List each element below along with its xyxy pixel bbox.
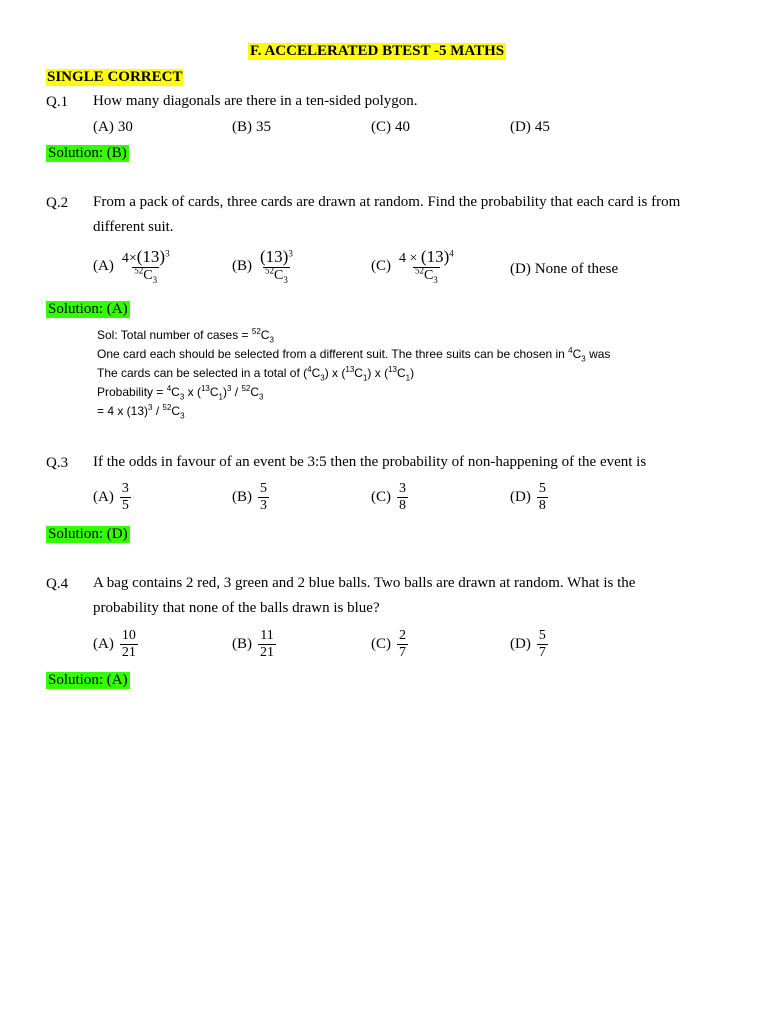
- option-value: 35: [256, 119, 271, 135]
- denominator-r: 3: [152, 274, 158, 285]
- denominator: 21: [121, 645, 136, 660]
- option-label: (A): [93, 489, 114, 505]
- numerator: 5: [538, 481, 546, 496]
- denominator: 7: [399, 645, 406, 660]
- denominator: 3: [260, 498, 267, 513]
- option-label: (B): [232, 636, 252, 652]
- numerator: 10: [121, 628, 136, 643]
- working-line: The cards can be selected in a total of $(^4C_3)$ x $(^{13}C_1)$ x $(^{13}C_1)$: [97, 365, 415, 383]
- option-label: (D): [510, 119, 531, 135]
- denominator: 8: [538, 498, 546, 513]
- denominator: 8: [399, 498, 406, 513]
- solution-answer: Solution: (A): [48, 672, 128, 688]
- option-label: (B): [232, 258, 252, 274]
- question-text-continued: different suit.: [93, 219, 174, 235]
- option-c: [371, 249, 458, 284]
- question-number: Q.2: [46, 195, 69, 211]
- question-text: A bag contains 2 red, 3 green and 2 blue balls. Two balls are drawn at random. What is the: [93, 575, 636, 591]
- working-line: = 4 x $(13)^3 / ^{52}C_3$: [97, 403, 185, 421]
- numerator-prefix: 4×: [121, 251, 137, 266]
- option-a: [93, 628, 140, 661]
- fraction: [537, 628, 548, 661]
- question-text: If the odds in favour of an event be 3:5 then the probability of non-happening of the event is: [93, 454, 647, 470]
- option-label: (D): [510, 261, 531, 277]
- working-line: One card each should be selected from a different suit. The three suits can be chosen in $^4C_3$ was: [97, 346, 611, 364]
- solution-answer: Solution: (D): [48, 526, 128, 542]
- option-c: [371, 481, 410, 514]
- fraction: [258, 628, 276, 661]
- page-title: F. ACCELERATED BTEST -5 MATHS: [250, 43, 505, 59]
- denominator-r: 3: [433, 274, 438, 285]
- question-number: Q.4: [46, 576, 69, 592]
- numerator: 11: [260, 628, 274, 643]
- fraction: [258, 249, 295, 284]
- fraction: [258, 481, 269, 514]
- option-d: [510, 119, 550, 136]
- option-label: (B): [232, 119, 252, 135]
- option-label: (A): [93, 636, 114, 652]
- question-number: Q.1: [46, 94, 69, 110]
- option-label: (C): [371, 636, 391, 652]
- option-label: (C): [371, 489, 391, 505]
- denominator: 21: [260, 645, 274, 660]
- denominator-n: 52: [414, 265, 424, 276]
- numerator-base: (13): [420, 247, 450, 266]
- question-text-continued: probability that none of the balls drawn is blue?: [93, 600, 380, 616]
- denominator-c: C: [143, 268, 153, 283]
- fraction: [397, 628, 408, 661]
- solution-working: [97, 326, 610, 421]
- working-line: Probability = $^4C_3$ x $(^{13}C_1)^3 / ^{52}C_3$: [97, 384, 264, 402]
- option-label: (C): [371, 119, 391, 135]
- denominator: 7: [538, 645, 546, 660]
- question-number: Q.3: [46, 455, 69, 471]
- numerator-base: (13): [136, 247, 166, 266]
- option-d: [510, 481, 550, 514]
- option-value: None of these: [534, 261, 619, 277]
- option-c: [371, 628, 410, 661]
- option-a: [93, 119, 133, 136]
- option-a: [93, 249, 174, 284]
- solution-answer: Solution: (B): [48, 145, 127, 161]
- option-label: (D): [510, 636, 531, 652]
- option-value: 40: [395, 119, 410, 135]
- option-b: [232, 119, 271, 136]
- fraction: [397, 481, 408, 514]
- denominator: 5: [121, 498, 129, 513]
- option-b: [232, 628, 278, 661]
- option-label: (B): [232, 489, 252, 505]
- fraction: [120, 249, 172, 284]
- numerator: 5: [260, 481, 267, 496]
- option-label: (A): [93, 258, 114, 274]
- denominator-r: 3: [283, 274, 288, 285]
- numerator: 5: [538, 628, 546, 643]
- working-line: Sol: Total number of cases = $^{52}C_3$: [97, 327, 274, 345]
- denominator-c: C: [423, 268, 434, 283]
- numerator: 3: [399, 481, 406, 496]
- option-a: [93, 481, 133, 514]
- numerator: 2: [399, 628, 406, 643]
- option-d: [510, 628, 550, 661]
- denominator-n: 52: [264, 265, 274, 276]
- numerator-prefix: 4 ×: [399, 251, 421, 266]
- fraction: [120, 481, 131, 514]
- numerator-exponent: 3: [165, 248, 170, 259]
- fraction: [397, 249, 456, 284]
- denominator-c: C: [273, 268, 284, 283]
- solution-answer: Solution: (A): [48, 301, 128, 317]
- option-value: 45: [534, 119, 550, 135]
- option-c: [371, 119, 410, 136]
- question-text: From a pack of cards, three cards are drawn at random. Find the probability that each card is from: [93, 194, 681, 210]
- option-d: [510, 261, 618, 278]
- numerator: 3: [121, 481, 129, 496]
- numerator-exponent: 4: [449, 248, 454, 259]
- fraction: [120, 628, 138, 661]
- numerator-base: (13): [260, 247, 289, 266]
- denominator-n: 52: [134, 265, 144, 276]
- numerator-exponent: 3: [288, 248, 293, 259]
- option-b: [232, 249, 297, 284]
- section-heading: SINGLE CORRECT: [47, 69, 183, 85]
- option-label: (D): [510, 489, 531, 505]
- option-label: (C): [371, 258, 391, 274]
- question-text: How many diagonals are there in a ten-sided polygon.: [93, 93, 418, 109]
- fraction: [537, 481, 548, 514]
- option-value: 30: [117, 119, 133, 135]
- option-b: [232, 481, 271, 514]
- option-label: (A): [93, 119, 114, 135]
